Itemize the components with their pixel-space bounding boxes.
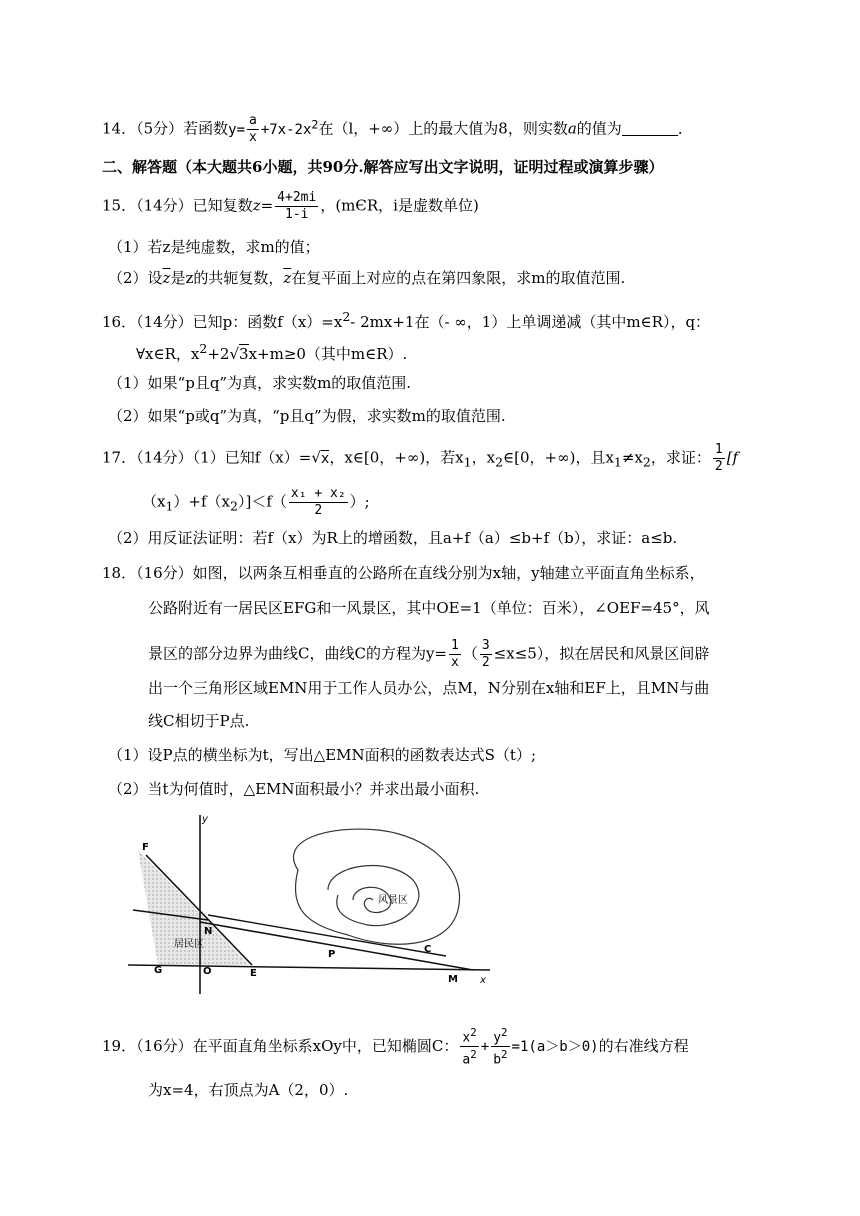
- line-C: [208, 915, 446, 956]
- sqrt-sign: √: [229, 345, 240, 363]
- question-19: 19．（16分）在平面直角坐标系xOy中，已知椭圆C： $\frac{x^2}{a^2}$ + $\frac{y^2}{b^2}$ =1(a＞b＞0)的右准线方程: [102, 1026, 689, 1068]
- label-E: E: [250, 968, 257, 979]
- section-2-title: 二、解答题（本大题共6小题，共90分.解答应写出文字说明，证明过程或演算步骤）: [102, 158, 664, 176]
- label-scenic: 风景区: [378, 895, 408, 906]
- q17-part2: （2）用反证法证明：若f（x）为R上的增函数，且a+f（a）≤b+f（b），求证：a≤b.: [108, 529, 678, 547]
- question-14: 14．（5分）若函数y= $\frac{a}{x}$ $+7x-2x^2$在（l，+∞）上的最大值为8，则实数a的值为 ．: [102, 113, 693, 145]
- q15-fraction: $\frac{4+2mi}{1-i}$: [277, 190, 317, 222]
- q14-func: y= $\frac{a}{x}$ $+7x-2x^2$: [228, 113, 319, 145]
- question-18: 18．（16分）如图，以两条互相垂直的公路所在直线分别为x轴，y轴建立平面直角坐标系，: [102, 564, 705, 582]
- label-O: O: [203, 966, 212, 977]
- label-F: F: [142, 842, 149, 853]
- q18-line4: 出一个三角形区域EMN用于工作人员办公，点M，N分别在x轴和EF上，且MN与曲: [148, 679, 710, 697]
- q18-line5: 线C相切于P点.: [148, 712, 250, 730]
- scenic-boundary: [293, 829, 459, 944]
- q18-line3: 景区的部分边界为曲线C，曲线C的方程为y= $\frac{1}{x}$ （ $\frac{3}{2}$ ≤x≤5），拟在居民和风景区间辟: [148, 638, 710, 670]
- q16-part1: （1）如果“p且q”为真，求实数m的取值范围.: [108, 374, 412, 392]
- label-P: P: [328, 949, 336, 960]
- q17-line2: $(x_1)+f(x_2)]<f$（ $\frac{\text{x₁ + x₂}}{2}$ ）;: [142, 486, 370, 518]
- q16-line2: ∀x∈R，$x^2+2√3x+m\ge 0$（其中m∈R）.: [136, 341, 408, 363]
- answer-blank: [622, 121, 678, 136]
- q19-line2: 为x=4，右顶点为A（2，0）.: [148, 1081, 349, 1099]
- q18-part1: （1）设P点的横坐标为t，写出△EMN面积的函数表达式S（t）;: [108, 746, 536, 764]
- label-x: x: [480, 975, 486, 986]
- question-15: 15．（14分）已知复数z= $\frac{4+2mi}{1-i}$ ，(mЄR，i是虚数单位): [102, 190, 479, 222]
- q14-label: 14．（5分）若函数: [102, 119, 229, 138]
- label-M: M: [448, 974, 458, 985]
- label-resident: 居民区: [174, 939, 204, 950]
- coordinate-figure: [128, 810, 498, 995]
- label-N: N: [204, 926, 213, 937]
- label-y: y: [202, 814, 208, 825]
- q18-part2: （2）当t为何值时，△EMN面积最小？并求出最小面积.: [108, 780, 480, 798]
- q16-part2: （2）如果“p或q”为真，“p且q”为假，求实数m的取值范围.: [108, 407, 506, 425]
- q15-part1: （1）若z是纯虚数，求m的值；: [108, 238, 320, 256]
- q15-part2: （2）设$\overline{z}$是z的共轭复数，$\overline{z}$在复平面上对应的点在第四象限，求m的取值范围.: [108, 269, 626, 287]
- question-16: 16．（14分）已知p：函数$f(x)=x^2-$ 2mx+1在（- ∞，1）上单调递减（其中m∈R），q：: [102, 309, 711, 331]
- x-axis: [128, 965, 490, 970]
- q18-line2: 公路附近有一居民区EFG和一风景区，其中OE=1（单位：百米），∠OEF=45°，风: [148, 599, 710, 617]
- label-C: C: [424, 944, 432, 955]
- label-G: G: [154, 965, 163, 976]
- question-17: 17．（14分）（1）已知f（x）=√x，x∈[0，+∞)，若$x_1$，$x_2\in[0$，+∞)，且$x_1\ne x_2$，求证： $\frac{1}{2}$ [f: [102, 442, 739, 474]
